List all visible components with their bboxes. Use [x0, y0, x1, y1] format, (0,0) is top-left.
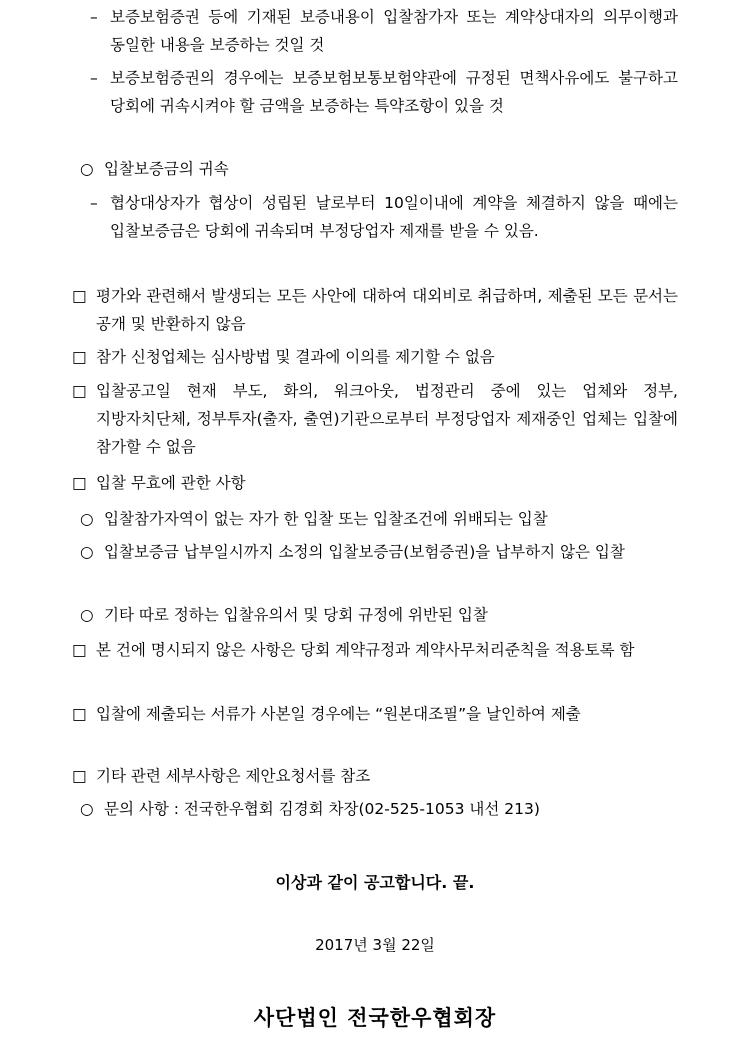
issuing-organization: 사단법인 전국한우협회장 [253, 1006, 497, 1030]
square-item [72, 469, 678, 497]
circle-item [80, 601, 678, 629]
circle-marker: ○ [80, 606, 94, 624]
item-text: 입찰보증금의 귀속 [104, 160, 229, 178]
circle-marker: ○ [80, 510, 94, 528]
dash-marker: – [90, 69, 98, 87]
circle-item [80, 505, 678, 533]
item-text: 참가 신청업체는 심사방법 및 결과에 이의를 제기할 수 없음 [96, 348, 495, 366]
item-text: 보증보험증권의 경우에는 보증보험보통보험약관에 규정된 면책사유에도 불구하고 당회에 귀속시켜야 할 금액을 보증하는 특약조항이 있을 것 [110, 69, 678, 115]
item-text: 보증보험증권 등에 기재된 보증내용이 입찰참가자 또는 계약상대자의 의무이행과 동일한 내용을 보증하는 것일 것 [110, 8, 678, 54]
circle-item [80, 795, 678, 823]
square-item [72, 762, 678, 790]
square-item [72, 343, 678, 371]
square-item [72, 282, 678, 338]
square-marker: □ [72, 287, 87, 305]
circle-marker: ○ [80, 800, 94, 818]
dash-item [90, 64, 678, 120]
circle-item [80, 538, 678, 566]
item-text: 입찰공고일 현재 부도, 화의, 워크아웃, 법정관리 중에 있는 업체와 정부, 지방자치단체, 정부투자(출자, 출연)기관으로부터 부정당업자 제재중인 업체는 입찰에 참가할 수 없음 [96, 382, 678, 456]
item-text: 기타 따로 정하는 입찰유의서 및 당회 규정에 위반된 입찰 [104, 606, 488, 624]
announcement-date: 2017년 3월 22일 [315, 936, 435, 954]
item-text: 본 건에 명시되지 않은 사항은 당회 계약규정과 계약사무처리준칙을 적용토록 함 [96, 641, 635, 659]
square-marker: □ [72, 348, 87, 366]
circle-marker: ○ [80, 543, 94, 561]
item-text: 입찰참가자역이 없는 자가 한 입찰 또는 입찰조건에 위배되는 입찰 [104, 510, 548, 528]
square-marker: □ [72, 382, 87, 400]
dash-item [90, 3, 678, 59]
item-text: 문의 사항 : 전국한우협회 김경회 차장(02-525-1053 내선 213) [104, 800, 540, 818]
dash-item [90, 189, 678, 245]
square-marker: □ [72, 641, 87, 659]
item-text: 협상대상자가 협상이 성립된 날로부터 10일이내에 계약을 체결하지 않을 때에는 입찰보증금은 당회에 귀속되며 부정당업자 제재를 받을 수 있음. [110, 194, 678, 240]
circle-item [80, 155, 678, 183]
dash-marker: – [90, 8, 98, 26]
square-item [72, 636, 678, 664]
item-text: 기타 관련 세부사항은 제안요청서를 참조 [96, 767, 371, 785]
dash-marker: – [90, 194, 98, 212]
item-text: 입찰에 제출되는 서류가 사본일 경우에는 “원본대조필”을 날인하여 제출 [96, 705, 581, 723]
square-marker: □ [72, 767, 87, 785]
item-text: 입찰보증금 납부일시까지 소정의 입찰보증금(보험증권)을 납부하지 않은 입찰 [104, 543, 625, 561]
closing-announcement: 이상과 같이 공고합니다. 끝. [275, 873, 475, 892]
square-marker: □ [72, 474, 87, 492]
square-marker: □ [72, 705, 87, 723]
item-text: 평가와 관련해서 발생되는 모든 사안에 대하여 대외비로 취급하며, 제출된 모든 문서는 공개 및 반환하지 않음 [96, 287, 678, 333]
square-item [72, 377, 678, 461]
circle-marker: ○ [80, 160, 94, 178]
square-item [72, 700, 678, 728]
item-text: 입찰 무효에 관한 사항 [96, 474, 246, 492]
